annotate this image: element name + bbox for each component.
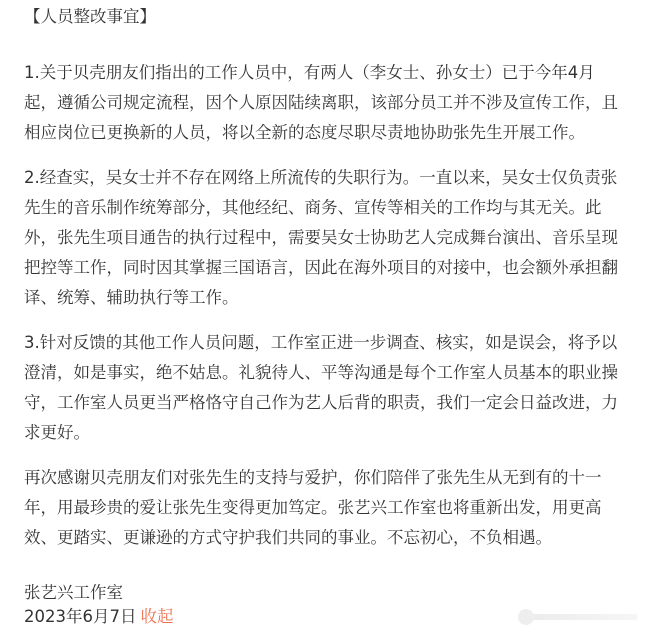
date-line — [24, 602, 174, 632]
post-date: 2023年6月7日 — [24, 607, 137, 626]
signature: 张艺兴工作室 — [24, 583, 123, 602]
paragraph-3: 3.针对反馈的其他工作人员问题，工作室正进一步调查、核实，如是误会，将予以澄清，如是事实，绝不姑息。礼貌待人、平等沟通是每个工作室人员基本的职业操守，工作室人员更当严格恪守自己作为艺人后背的职责，我们一定会日益改进，力求更好。 — [24, 333, 618, 442]
watermark-bar — [518, 614, 638, 620]
watermark — [518, 606, 638, 628]
paragraph-4: 再次感谢贝壳朋友们对张先生的支持与爱护，你们陪伴了张先生从无到有的十一年，用最珍贵的爱让张先生变得更加笃定。张艺兴工作室也将重新出发，用更高效、更踏实、更谦逊的方式守护我们共同的事业。不忘初心，不负相遇。 — [24, 468, 602, 547]
paragraph-2: 2.经查实，吴女士并不存在网络上所流传的失职行为。一直以来，吴女士仅负责张先生的音乐制作统筹部分，其他经纪、商务、宣传等相关的工作均与其无关。此外，张先生项目通告的执行过程中，需要吴女士协助艺人完成舞台演出、音乐呈现把控等工作，同时因其掌握三国语言，因此在海外项目的对接中，也会额外承担翻译、统筹、辅助执行等工作。 — [24, 168, 618, 307]
collapse-link[interactable]: 收起 — [140, 607, 174, 626]
post-heading: 【人员整改事宜】 — [24, 7, 156, 26]
paragraph-1: 1.关于贝壳朋友们指出的工作人员中，有两人（李女士、孙女士）已于今年4月起，遵循公司规定流程，因个人原因陆续离职，该部分员工并不涉及宣传工作，且相应岗位已更换新的人员，将以全新的态度尽职尽责地协助张先生开展工作。 — [24, 63, 618, 142]
watermark-logo-icon — [518, 609, 534, 625]
